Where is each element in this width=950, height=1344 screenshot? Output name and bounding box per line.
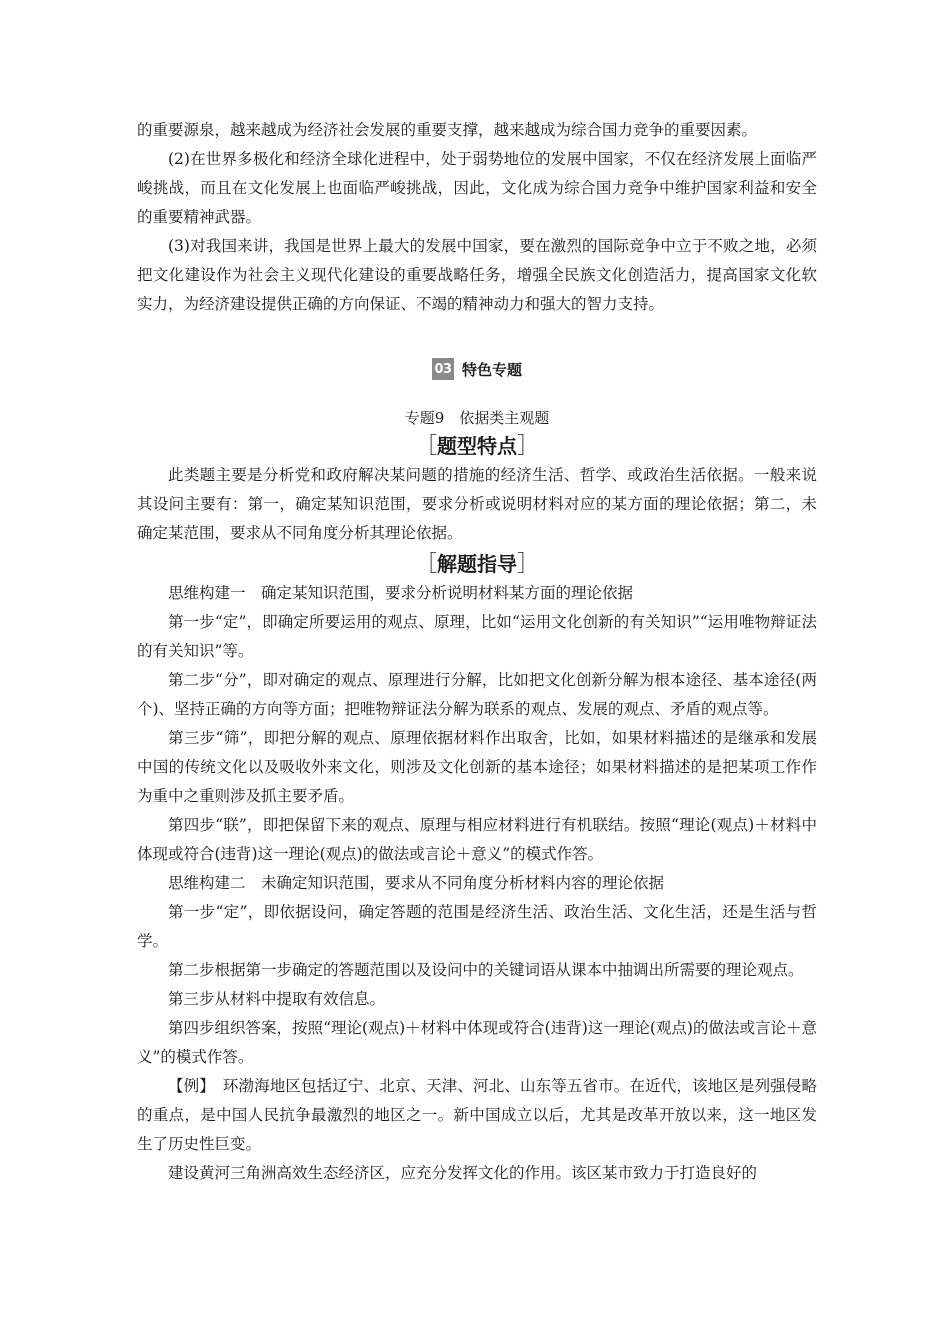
paragraph-features: 此类题主要是分析党和政府解决某问题的措施的经济生活、哲学、或政治生活依据。一般来说其设问主要有：第一，确定某知识范围，要求分析或说明材料对应的某方面的理论依据；第二，未确定某范围，要求从不同角度分析其理论依据。 <box>137 466 817 542</box>
section-number-badge: 03 <box>432 358 454 380</box>
heading-question-features <box>137 432 817 461</box>
bracket-close: ］ <box>517 552 540 577</box>
paragraph-guide: 第二步根据第一步确定的答题范围以及设问中的关键词语从课本中抽调出所需要的理论观点。 <box>168 961 804 979</box>
bracket-close: ］ <box>517 434 540 459</box>
paragraph-guide: 第二步“分”，即对确定的观点、原理进行分解，比如把文化创新分解为根本途径、基本途径(两个)、坚持正确的方向等方面；把唯物辩证法分解为联系的观点、发展的观点、矛盾的观点等。 <box>137 671 817 718</box>
section-title: 特色专题 <box>461 360 522 379</box>
paragraph-example-continued: 建设黄河三角洲高效生态经济区，应充分发挥文化的作用。该区某市致力于打造良好的 <box>168 1164 758 1182</box>
paragraph-point-2: (2)在世界多极化和经济全球化进程中，处于弱势地位的发展中国家，不仅在经济发展上面临严峻挑战，而且在文化发展上也面临严峻挑战，因此，文化成为综合国力竞争中维护国家利益和安全的重要精神武器。 <box>137 150 817 226</box>
topic-title: 专题9 依据类主观题 <box>404 409 550 427</box>
paragraph-continuation: 的重要源泉，越来越成为经济社会发展的重要支撑，越来越成为综合国力竞争的重要因素。 <box>137 121 758 139</box>
document-page <box>137 116 817 1188</box>
heading-text: 解题指导 <box>437 552 517 576</box>
paragraph-guide: 第四步“联”，即把保留下来的观点、原理与相应材料进行有机联结。按照“理论(观点)＋材料中体现或符合(违背)这一理论(观点)的做法或言论＋意义”的模式作答。 <box>137 816 817 863</box>
heading-text: 题型特点 <box>437 434 517 458</box>
paragraph-example: 【例】 环渤海地区包括辽宁、北京、天津、河北、山东等五省市。在近代，该地区是列强侵略的重点，是中国人民抗争最激烈的地区之一。新中国成立以后，尤其是改革开放以来，这一地区发生了历史性巨变。 <box>137 1077 817 1153</box>
paragraph-point-3: (3)对我国来讲，我国是世界上最大的发展中国家，要在激烈的国际竞争中立于不败之地，必须把文化建设作为社会主义现代化建设的重要战略任务，增强全民族文化创造活力，提高国家文化软实力，为经济建设提供正确的方向保证、不竭的精神动力和强大的智力支持。 <box>137 237 817 313</box>
paragraph-guide: 第一步“定”，即确定所要运用的观点、原理，比如“运用文化创新的有关知识”“运用唯物辩证法的有关知识”等。 <box>137 613 817 660</box>
bracket-open: ［ <box>414 434 437 459</box>
paragraph-guide: 第三步从材料中提取有效信息。 <box>168 990 386 1008</box>
paragraph-guide: 第三步“筛”，即把分解的观点、原理依据材料作出取舍，比如，如果材料描述的是继承和发展中国的传统文化以及吸收外来文化，则涉及文化创新的基本途径；如果材料描述的是把某项工作作为重中之重则涉及抓主要矛盾。 <box>137 729 817 805</box>
paragraph-guide: 第一步“定”，即依据设问，确定答题的范围是经济生活、政治生活、文化生活，还是生活与哲学。 <box>137 903 817 950</box>
heading-solving-guide <box>137 550 817 579</box>
paragraph-guide: 思维构建一 确定某知识范围，要求分析说明材料某方面的理论依据 <box>168 584 634 602</box>
section-header <box>137 354 817 384</box>
paragraph-guide: 第四步组织答案，按照“理论(观点)＋材料中体现或符合(违背)这一理论(观点)的做法或言论＋意义”的模式作答。 <box>137 1019 817 1066</box>
paragraph-guide: 思维构建二 未确定知识范围，要求从不同角度分析材料内容的理论依据 <box>168 874 665 892</box>
bracket-open: ［ <box>414 552 437 577</box>
